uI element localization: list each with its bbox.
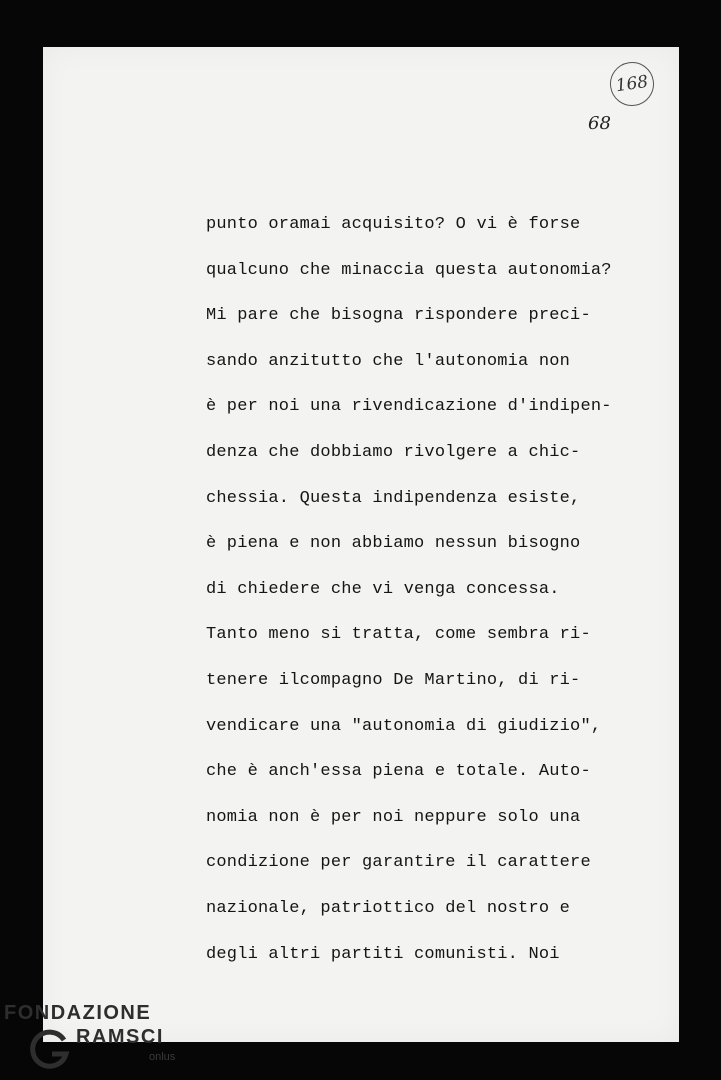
text-line: chessia. Questa indipendenza esiste,	[206, 488, 581, 508]
text-line: qualcuno che minaccia questa autonomia?	[206, 260, 612, 280]
typed-text-body	[206, 211, 676, 986]
text-line: sando anzitutto che l'autonomia non	[206, 351, 571, 371]
text-line: punto oramai acquisito? O vi è forse	[206, 215, 581, 234]
text-line: è piena e non abbiamo nessun bisogno	[206, 534, 581, 554]
text-line: è per noi una rivendicazione d'indipen-	[206, 397, 612, 417]
text-line: tenere ilcompagno De Martino, di ri-	[206, 670, 581, 690]
text-line: Tanto meno si tratta, come sembra ri-	[206, 625, 591, 645]
text-line: nazionale, patriottico del nostro e	[206, 898, 571, 918]
watermark-line-1: FONDAZIONE	[4, 1002, 152, 1024]
text-line: degli altri partiti comunisti. Noi	[206, 944, 560, 964]
text-line: vendicare una "autonomia di giudizio",	[206, 716, 602, 736]
text-line: che è anch'essa piena e totale. Auto-	[206, 762, 591, 782]
text-line: di chiedere che vi venga concessa.	[206, 579, 560, 599]
text-line: Mi pare che bisogna rispondere preci-	[206, 306, 591, 326]
gramsci-g-logo-icon	[28, 1028, 72, 1072]
page-number: 68	[588, 113, 611, 134]
text-line: nomia non è per noi neppure solo una	[206, 807, 581, 827]
text-line: condizione per garantire il carattere	[206, 853, 591, 873]
archive-number: 168	[614, 71, 650, 97]
watermark-line-2: RAMSCI	[76, 1026, 164, 1048]
watermark-suffix: onlus	[149, 1051, 176, 1063]
fondazione-gramsci-watermark	[4, 1000, 194, 1078]
text-line: denza che dobbiamo rivolgere a chic-	[206, 442, 581, 462]
